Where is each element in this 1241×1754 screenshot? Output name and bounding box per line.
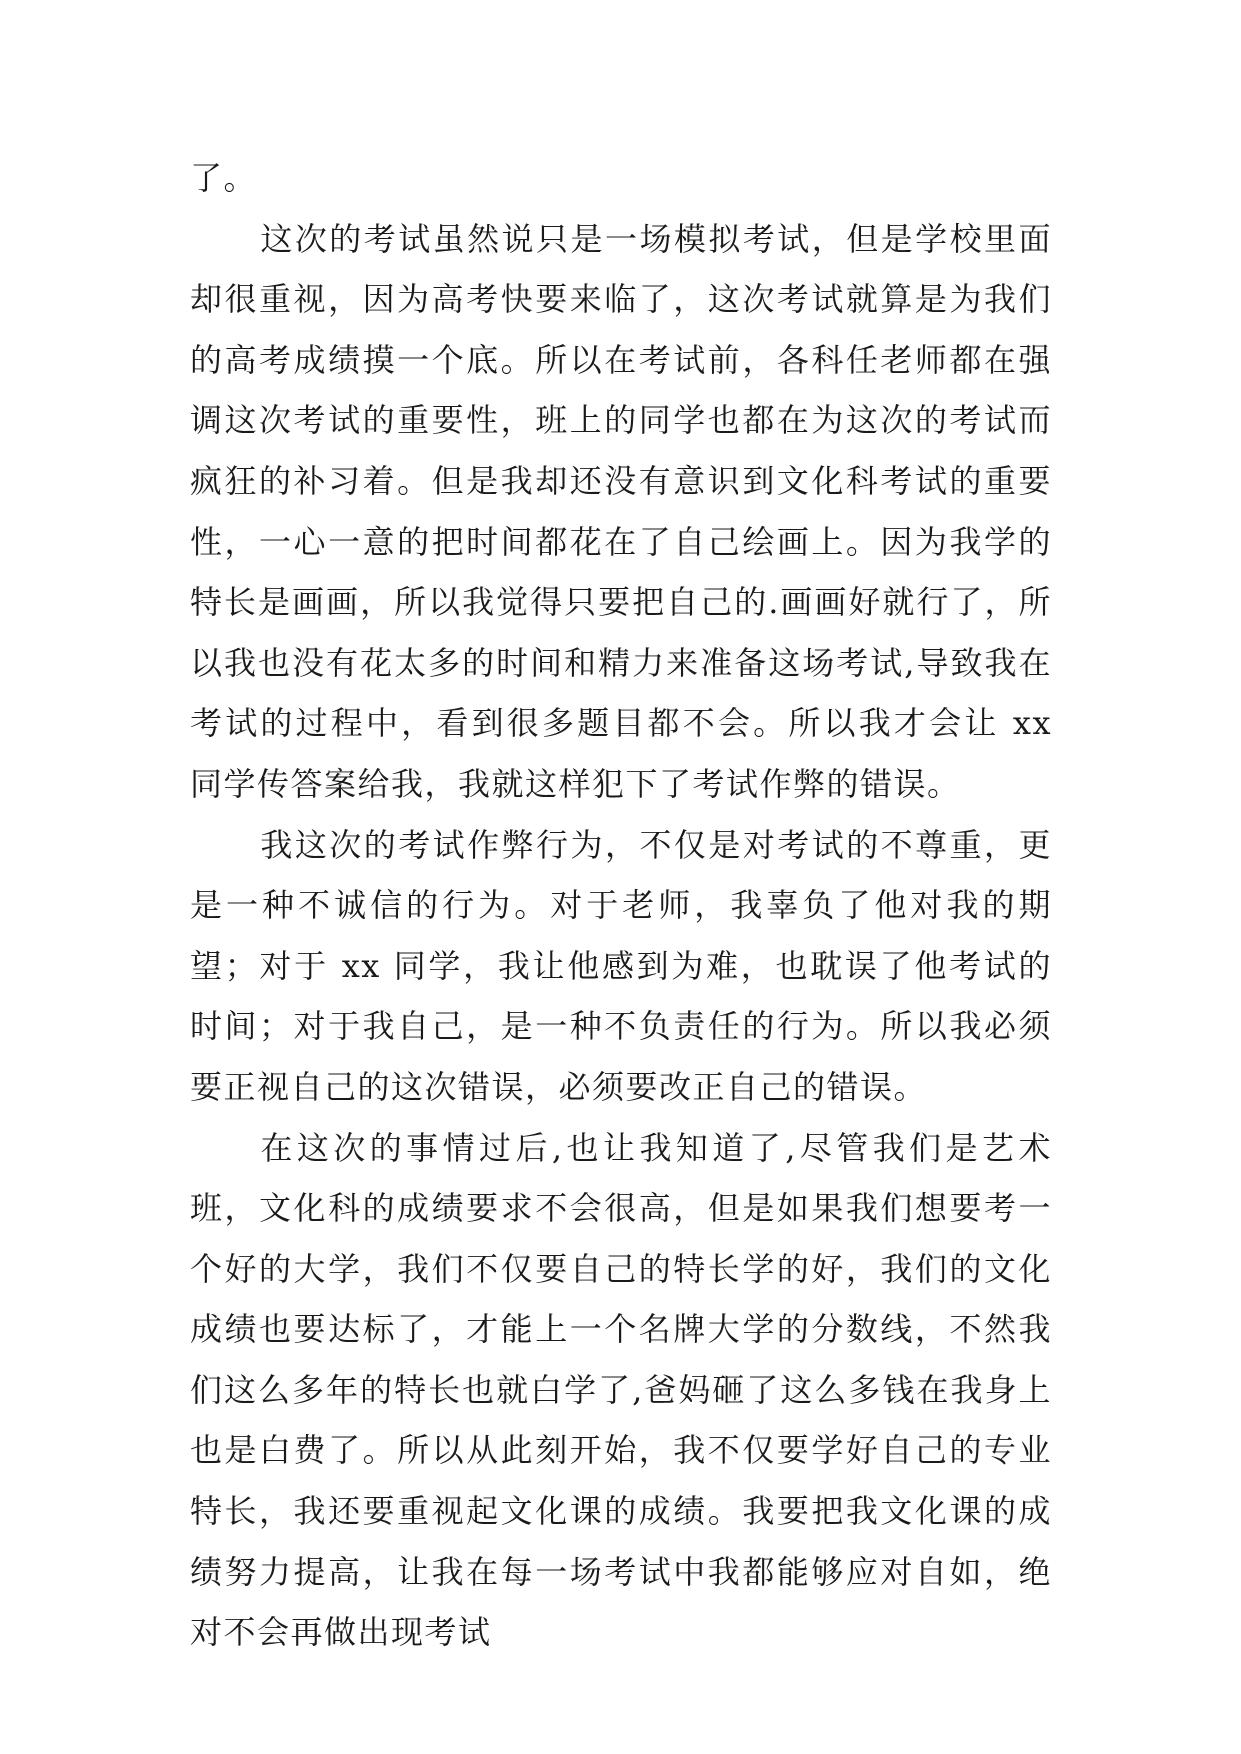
paragraph-lessons-learned: 在这次的事情过后,也让我知道了,尽管我们是艺术班，文化科的成绩要求不会很高，但是如果我们想要考一个好的大学，我们不仅要自己的特长学的好，我们的文化成绩也要达标了，才能上一个名牌大学的分数线，不然我们这么多年的特长也就白学了,爸妈砸了这么多钱在我身上也是白费了。所以从此刻开始，我不仅要学好自己的专业特长，我还要重视起文化课的成绩。我要把我文化课的成绩努力提高，让我在每一场考试中我都能够应对自如，绝对不会再做出现考试 [190, 1128, 1052, 1652]
document-body [190, 148, 1052, 1663]
paragraph-continuation: 了。 [190, 159, 258, 197]
paragraph-exam-background: 这次的考试虽然说只是一场模拟考试，但是学校里面却很重视，因为高考快要来临了，这次考试就算是为我们的高考成绩摸一个底。所以在考试前，各科任老师都在强调这次考试的重要性，班上的同学也都在为这次的考试而疯狂的补习着。但是我却还没有意识到文化科考试的重要性，一心一意的把时间都花在了自己绘画上。因为我学的特长是画画，所以我觉得只要把自己的.画画好就行了，所以我也没有花太多的时间和精力来准备这场考试,导致我在考试的过程中，看到很多题目都不会。所以我才会让 xx 同学传答案给我，我就这样犯下了考试作弊的错误。 [190, 219, 1052, 803]
paragraph-cheating-reflection: 我这次的考试作弊行为，不仅是对考试的不尊重，更是一种不诚信的行为。对于老师，我辜负了他对我的期望；对于 xx 同学，我让他感到为难，也耽误了他考试的时间；对于我自己，是一种不负责任的行为。所以我必须要正视自己的这次错误，必须要改正自己的错误。 [190, 825, 1052, 1106]
